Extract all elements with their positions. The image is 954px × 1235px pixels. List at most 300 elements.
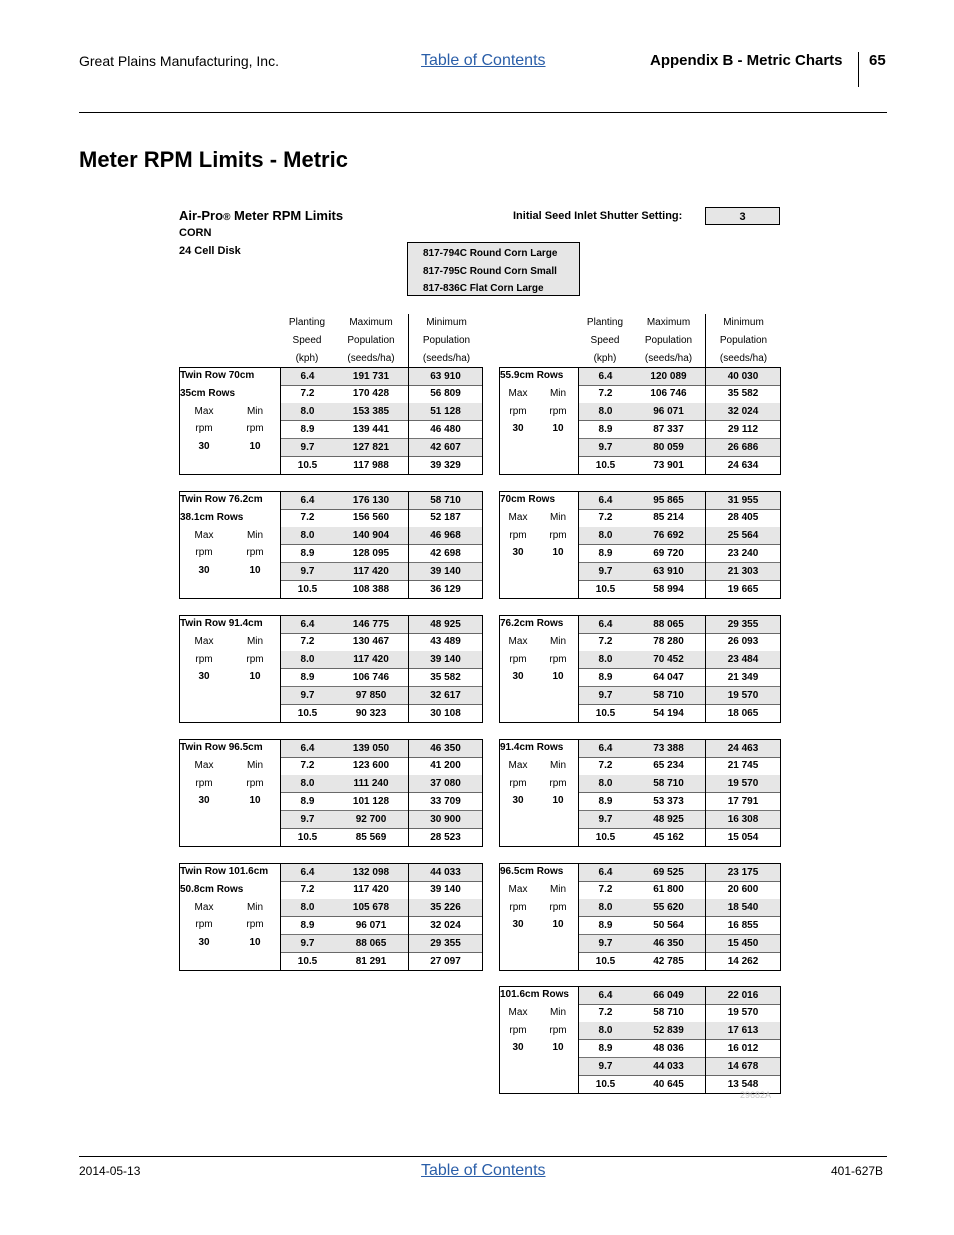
shutter-setting-label: Initial Seed Inlet Shutter Setting: [513,210,683,222]
min-population-cell: 46 480 [430,423,461,435]
min-rpm-value: 10 [552,547,564,559]
min-rpm-value: 10 [552,671,564,683]
min-population-cell: 19 570 [706,775,780,793]
min-population-cell: 42 698 [430,547,461,559]
min-population-cell: 14 678 [706,1058,780,1076]
min-rpm-label: Min [549,511,567,523]
min-population-cell: 35 582 [430,671,461,683]
header-line: Speed [590,335,620,346]
max-population-cell: 48 925 [632,811,705,829]
max-rpm-label: rpm [195,777,213,789]
speed-cell: 7.2 [598,636,613,648]
min-population-cell: 32 024 [430,919,461,931]
max-rpm-value: 30 [512,1042,524,1054]
max-population-cell: 176 130 [334,492,408,510]
min-population-cell: 56 809 [430,388,461,400]
max-population-cell: 85 569 [355,831,387,843]
max-population-cell: 146 775 [334,616,408,634]
min-rpm-value: 10 [249,937,261,949]
max-population-cell: 58 710 [632,775,705,793]
min-rpm-label: Min [246,405,264,417]
table-subtitle: 50.8cm Rows [180,883,244,895]
max-population-cell: 81 291 [355,955,387,967]
min-rpm-label: Min [549,387,567,399]
speed-cell: 10.5 [595,1078,616,1090]
max-rpm-value: 30 [198,795,210,807]
min-population-cell: 32 617 [409,687,482,705]
table-title: 91.4cm Rows [500,742,564,753]
min-population-cell: 22 016 [706,987,780,1005]
max-population-cell: 108 388 [352,583,390,595]
min-population-cell: 43 489 [430,636,461,648]
max-population-cell: 73 901 [653,459,684,471]
max-population-cell: 54 194 [653,707,684,719]
min-population-cell: 31 955 [706,492,780,510]
section-title [179,208,343,223]
min-rpm-label: rpm [549,405,567,417]
document-code: 401-627B [831,1164,884,1178]
disk-label: 24 Cell Disk [179,245,241,257]
max-population-cell: 55 620 [632,899,705,917]
speed-cell: 9.7 [579,439,632,457]
speed-cell: 7.2 [598,884,613,896]
max-rpm-label: rpm [509,1024,527,1036]
min-population-cell: 28 523 [430,831,461,843]
header-line: Population [644,335,693,346]
min-population-cell: 33 709 [430,795,461,807]
max-population-cell: 170 428 [352,388,390,400]
header-line: Minimum [426,317,467,328]
max-population-cell: 117 420 [334,563,408,581]
max-rpm-label: Max [194,635,214,647]
max-rpm-label: Max [194,529,214,541]
speed-cell: 7.2 [598,1007,613,1019]
speed-cell: 8.9 [300,423,315,435]
max-rpm-label: rpm [195,653,213,665]
min-population-cell: 58 710 [409,492,482,510]
min-population-cell: 48 925 [409,616,482,634]
section-title-prefix: Air-Pro [179,208,224,223]
max-population-cell: 69 525 [632,864,705,882]
max-population-cell: 64 047 [653,671,684,683]
speed-header-left [280,314,334,368]
speed-cell: 10.5 [297,955,318,967]
table-title: 96.5cm Rows [500,866,564,877]
min-pop-header-right [705,314,781,368]
min-population-cell: 19 570 [727,1007,759,1019]
figure-code: 29682A [740,1090,772,1100]
speed-cell: 10.5 [595,831,616,843]
speed-cell: 10.5 [297,459,318,471]
min-population-cell: 15 450 [706,935,780,953]
max-population-cell: 191 731 [334,368,408,386]
speed-cell: 10.5 [297,831,318,843]
speed-cell: 10.5 [595,955,616,967]
min-rpm-label: rpm [549,777,567,789]
table-title: Twin Row 76.2cm [180,494,263,505]
min-rpm-value: 10 [552,919,564,931]
max-rpm-value: 30 [512,795,524,807]
min-rpm-value: 10 [249,565,261,577]
max-rpm-label: rpm [509,901,527,913]
speed-cell: 8.9 [598,919,613,931]
min-rpm-value: 10 [552,795,564,807]
max-population-cell: 105 678 [334,899,408,917]
max-population-cell: 78 280 [653,636,684,648]
max-population-cell: 123 600 [352,760,390,772]
header-line: (seeds/ha) [719,353,768,364]
min-population-cell: 24 463 [706,740,780,758]
max-rpm-value: 30 [512,547,524,559]
min-rpm-label: rpm [246,919,264,931]
speed-header-right [578,314,632,368]
footer-date: 2014-05-13 [79,1164,141,1178]
max-rpm-label: rpm [195,919,213,931]
min-population-cell: 18 540 [706,899,780,917]
speed-cell: 8.0 [579,403,632,421]
max-population-cell: 63 910 [632,563,705,581]
max-population-cell: 96 071 [632,403,705,421]
max-rpm-label: Max [508,635,528,647]
speed-cell: 9.7 [579,687,632,705]
header-line: Planting [586,317,624,328]
min-population-cell: 52 187 [430,512,461,524]
min-population-cell: 37 080 [409,775,482,793]
min-rpm-label: rpm [246,547,264,559]
speed-cell: 8.0 [579,775,632,793]
max-rpm-label: Max [508,883,528,895]
min-rpm-value: 10 [249,795,261,807]
min-population-cell: 14 262 [727,955,759,967]
min-population-cell: 40 030 [706,368,780,386]
speed-cell: 9.7 [579,811,632,829]
min-population-cell: 46 350 [409,740,482,758]
max-population-cell: 139 441 [352,423,390,435]
min-population-cell: 16 012 [727,1042,759,1054]
min-rpm-label: rpm [549,901,567,913]
page-number: 65 [869,52,886,69]
min-population-cell: 44 033 [409,864,482,882]
max-population-cell: 65 234 [653,760,684,772]
max-population-cell: 117 988 [353,459,389,471]
max-population-cell: 88 065 [334,935,408,953]
speed-cell: 10.5 [595,707,616,719]
speed-cell: 9.7 [579,935,632,953]
max-population-cell: 80 059 [632,439,705,457]
speed-cell: 9.7 [281,439,334,457]
min-rpm-label: rpm [549,529,567,541]
min-population-cell: 23 484 [706,651,780,669]
registered-mark: ® [223,212,231,223]
min-rpm-label: rpm [549,653,567,665]
max-population-cell: 44 033 [632,1058,705,1076]
speed-cell: 8.9 [598,547,613,559]
speed-cell: 7.2 [300,760,315,772]
min-population-cell: 41 200 [430,760,461,772]
max-pop-header-right [632,314,705,368]
header-line: (seeds/ha) [644,353,693,364]
speed-cell: 6.4 [281,368,334,386]
min-population-cell: 23 240 [727,547,759,559]
max-population-cell: 73 388 [632,740,705,758]
max-rpm-label: Max [194,901,214,913]
speed-cell: 8.0 [281,527,334,545]
header-divider [858,52,859,87]
table-title: Twin Row 70cm [180,370,255,381]
speed-cell: 8.9 [598,795,613,807]
speed-cell: 10.5 [297,707,318,719]
header-line: Population [422,335,471,346]
max-rpm-value: 30 [198,441,210,453]
max-rpm-value: 30 [198,937,210,949]
max-population-cell: 132 098 [334,864,408,882]
table-title: 55.9cm Rows [500,370,564,381]
min-rpm-label: Min [246,759,264,771]
min-population-cell: 32 024 [706,403,780,421]
min-population-cell: 29 355 [706,616,780,634]
min-population-cell: 39 140 [409,563,482,581]
header-line: Planting [288,317,326,328]
min-rpm-label: Min [549,759,567,771]
max-population-cell: 58 994 [653,583,684,595]
header-line: (seeds/ha) [422,353,471,364]
min-rpm-label: Min [246,529,264,541]
max-population-cell: 48 036 [653,1042,684,1054]
max-population-cell: 106 746 [650,388,687,400]
min-rpm-label: Min [246,901,264,913]
max-population-cell: 61 800 [653,884,684,896]
speed-cell: 9.7 [579,1058,632,1076]
speed-cell: 8.9 [300,919,315,931]
max-rpm-value: 30 [512,919,524,931]
speed-cell: 10.5 [595,459,616,471]
speed-cell: 8.0 [281,775,334,793]
speed-cell: 6.4 [579,492,632,510]
header-rule [79,112,887,113]
company-name: Great Plains Manufacturing, Inc. [79,53,279,69]
footer-rule [79,1156,887,1157]
speed-cell: 8.0 [579,527,632,545]
min-population-cell: 16 855 [727,919,759,931]
speed-cell: 7.2 [300,636,315,648]
min-population-cell: 16 308 [706,811,780,829]
min-population-cell: 39 140 [409,651,482,669]
section-title-suffix: Meter RPM Limits [230,208,344,223]
appendix-title: Appendix B - Metric Charts [650,52,843,69]
speed-cell: 7.2 [598,760,613,772]
page-title: Meter RPM Limits - Metric [79,147,348,172]
min-pop-header-left [408,314,484,368]
table-title: 70cm Rows [500,494,556,505]
min-rpm-label: rpm [246,653,264,665]
header-line: Speed [292,335,322,346]
min-population-cell: 30 900 [409,811,482,829]
header-line: Population [347,335,395,346]
table-title: 76.2cm Rows [500,618,564,629]
min-rpm-label: rpm [246,423,264,435]
speed-cell: 8.9 [300,671,315,683]
min-population-cell: 21 303 [706,563,780,581]
max-population-cell: 128 095 [352,547,390,559]
min-population-cell: 25 564 [706,527,780,545]
max-population-cell: 45 162 [653,831,684,843]
min-rpm-label: rpm [246,777,264,789]
max-population-cell: 69 720 [653,547,684,559]
max-population-cell: 40 645 [653,1078,684,1090]
max-population-cell: 76 692 [632,527,705,545]
table-subtitle: 38.1cm Rows [180,511,244,523]
speed-cell: 7.2 [300,388,315,400]
min-population-cell: 46 968 [409,527,482,545]
min-population-cell: 19 665 [727,583,759,595]
min-rpm-label: Min [549,635,567,647]
speed-cell: 6.4 [579,740,632,758]
min-population-cell: 20 600 [727,884,759,896]
min-population-cell: 21 349 [727,671,759,683]
max-population-cell: 106 746 [352,671,390,683]
max-population-cell: 153 385 [334,403,408,421]
min-population-cell: 35 226 [409,899,482,917]
speed-cell: 8.9 [598,423,613,435]
max-population-cell: 70 452 [632,651,705,669]
min-population-cell: 13 548 [727,1078,759,1090]
min-rpm-value: 10 [552,423,564,435]
max-population-cell: 130 467 [352,636,390,648]
min-rpm-value: 10 [249,671,261,683]
min-population-cell: 42 607 [409,439,482,457]
min-population-cell: 39 140 [430,884,461,896]
max-rpm-label: rpm [509,777,527,789]
speed-cell: 6.4 [281,492,334,510]
max-population-cell: 46 350 [632,935,705,953]
min-rpm-value: 10 [249,441,261,453]
speed-cell: 9.7 [281,935,334,953]
max-rpm-value: 30 [512,423,524,435]
max-population-cell: 127 821 [334,439,408,457]
min-population-cell: 35 582 [727,388,759,400]
max-population-cell: 117 420 [334,651,408,669]
max-rpm-value: 30 [198,565,210,577]
max-population-cell: 90 323 [355,707,387,719]
speed-cell: 8.0 [281,651,334,669]
speed-cell: 6.4 [281,616,334,634]
header-line: Maximum [349,317,393,328]
min-population-cell: 51 128 [409,403,482,421]
min-population-cell: 39 329 [430,459,461,471]
max-rpm-value: 30 [198,671,210,683]
speed-cell: 8.0 [281,899,334,917]
max-pop-header-left [334,314,408,368]
max-population-cell: 85 214 [653,512,684,524]
max-rpm-label: rpm [509,653,527,665]
speed-cell: 10.5 [297,583,318,595]
min-rpm-label: Min [549,1006,567,1018]
min-rpm-value: 10 [552,1042,564,1054]
max-population-cell: 96 071 [355,919,387,931]
max-population-cell: 58 710 [653,1007,684,1019]
crop-label: CORN [179,227,212,239]
speed-cell: 8.0 [281,403,334,421]
speed-cell: 9.7 [281,811,334,829]
header-line: Population [719,335,768,346]
max-population-cell: 92 700 [334,811,408,829]
speed-cell: 8.9 [598,671,613,683]
max-population-cell: 58 710 [632,687,705,705]
header-line: (seeds/ha) [347,353,395,364]
max-population-cell: 140 904 [334,527,408,545]
min-population-cell: 29 355 [409,935,482,953]
speed-cell: 9.7 [579,563,632,581]
speed-cell: 6.4 [579,864,632,882]
max-rpm-label: Max [508,387,528,399]
max-population-cell: 139 050 [334,740,408,758]
max-rpm-label: Max [508,1006,528,1018]
disk-part-numbers [407,242,580,296]
speed-cell: 7.2 [300,512,315,524]
min-population-cell: 36 129 [430,583,461,595]
speed-cell: 6.4 [579,616,632,634]
max-population-cell: 101 128 [352,795,390,807]
table-title: 101.6cm Rows [500,989,569,1000]
max-population-cell: 111 240 [334,775,408,793]
min-population-cell: 17 613 [706,1022,780,1040]
max-rpm-label: rpm [195,423,213,435]
table-of-contents-link-top[interactable]: Table of Contents [421,52,546,69]
min-rpm-label: rpm [549,1024,567,1036]
min-population-cell: 26 093 [727,636,759,648]
header-line: Minimum [723,317,764,328]
speed-cell: 8.9 [300,547,315,559]
speed-cell: 7.2 [598,388,613,400]
speed-cell: 7.2 [300,884,315,896]
max-rpm-label: rpm [509,529,527,541]
table-of-contents-link-bottom[interactable]: Table of Contents [421,1162,546,1179]
max-rpm-label: Max [194,759,214,771]
min-population-cell: 24 634 [727,459,759,471]
speed-cell: 6.4 [579,368,632,386]
max-rpm-label: rpm [509,405,527,417]
speed-cell: 6.4 [281,864,334,882]
min-population-cell: 17 791 [727,795,759,807]
shutter-setting-value: 3 [705,207,780,225]
max-population-cell: 66 049 [632,987,705,1005]
max-population-cell: 53 373 [653,795,684,807]
min-population-cell: 15 054 [727,831,759,843]
table-title: Twin Row 96.5cm [180,742,263,753]
min-rpm-label: Min [246,635,264,647]
max-rpm-value: 30 [512,671,524,683]
min-population-cell: 30 108 [430,707,461,719]
speed-cell: 8.0 [579,651,632,669]
speed-cell: 8.9 [300,795,315,807]
header-line: (kph) [593,353,617,364]
min-population-cell: 26 686 [706,439,780,457]
part-number: 817-794C Round Corn Large [423,248,558,259]
min-population-cell: 29 112 [727,423,759,435]
max-rpm-label: rpm [195,547,213,559]
max-population-cell: 52 839 [632,1022,705,1040]
speed-cell: 8.0 [579,1022,632,1040]
table-subtitle: 35cm Rows [180,387,236,399]
min-population-cell: 21 745 [727,760,759,772]
header-line: Maximum [646,317,691,328]
max-rpm-label: Max [508,759,528,771]
max-rpm-label: Max [508,511,528,523]
speed-cell: 6.4 [281,740,334,758]
speed-cell: 9.7 [281,563,334,581]
min-rpm-label: Min [549,883,567,895]
table-title: Twin Row 101.6cm [180,866,269,877]
